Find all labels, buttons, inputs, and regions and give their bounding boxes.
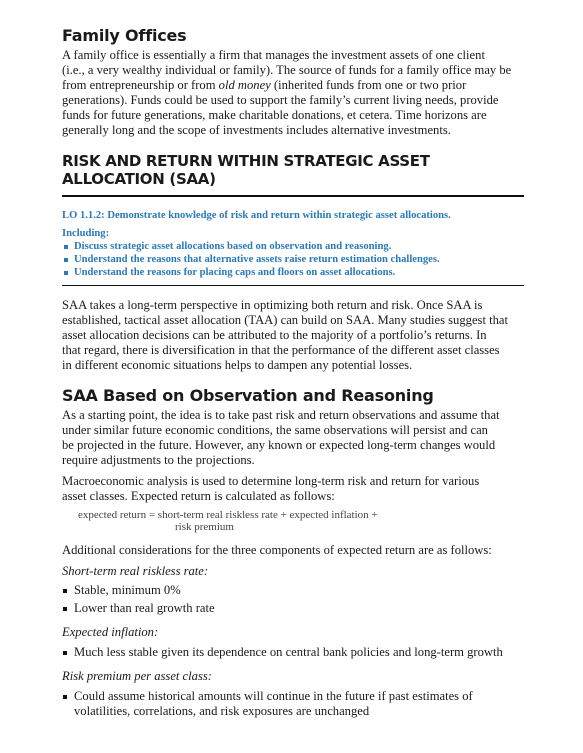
formula-line: risk premium bbox=[175, 521, 234, 533]
text-line: asset classes. Expected return is calculated as follows: bbox=[62, 489, 335, 503]
lo-list bbox=[62, 240, 524, 279]
family-offices-paragraph bbox=[62, 48, 524, 138]
page-content bbox=[62, 26, 524, 719]
lo-item: Discuss strategic asset allocations based on observation and reasoning. bbox=[62, 240, 524, 253]
lo-title: LO 1.1.2: Demonstrate knowledge of risk and return within strategic asset allocations. bbox=[62, 210, 451, 221]
text-line: established, tactical asset allocation (TAA) can build on SAA. Many studies suggest that bbox=[62, 313, 508, 327]
text-line: be projected in the future. However, any known or expected long-term changes would bbox=[62, 438, 496, 452]
risk-premium-list bbox=[62, 689, 524, 719]
list-item: Stable, minimum 0% bbox=[62, 583, 524, 598]
observation-paragraph-3: Additional considerations for the three components of expected return are as follows: bbox=[62, 543, 492, 557]
text-line: As a starting point, the idea is to take past risk and return observations and assume that bbox=[62, 408, 500, 422]
lo-including: Including: bbox=[62, 228, 110, 239]
observation-heading: SAA Based on Observation and Reasoning bbox=[62, 386, 434, 405]
group-title-inflation: Expected inflation: bbox=[62, 625, 159, 639]
text-line: A family office is essentially a firm that manages the investment assets of one client bbox=[62, 48, 485, 62]
text-line: Macroeconomic analysis is used to determine long-term risk and return for various bbox=[62, 474, 480, 488]
lo-item: Understand the reasons for placing caps and floors on asset allocations. bbox=[62, 266, 524, 279]
saa-intro-paragraph bbox=[62, 298, 524, 373]
list-item: Could assume historical amounts will continue in the future if past estimates of volatilities, correlations, and risk exposures are unchanged bbox=[62, 689, 524, 719]
learning-objective-box bbox=[62, 209, 524, 286]
text-line: in different economic situations helps to dampen any potential losses. bbox=[62, 358, 413, 372]
text-line: under similar future economic conditions, the same observations will persist and can bbox=[62, 423, 488, 437]
inflation-list bbox=[62, 645, 524, 660]
riskless-list bbox=[62, 583, 524, 616]
saa-section-heading: RISK AND RETURN WITHIN STRATEGIC ASSET ALLOCATION (SAA) bbox=[62, 152, 524, 197]
text-line: generally long and the scope of investments includes alternative investments. bbox=[62, 123, 451, 137]
family-offices-heading: Family Offices bbox=[62, 26, 187, 45]
list-item: Lower than real growth rate bbox=[62, 601, 524, 616]
expected-return-formula bbox=[78, 509, 524, 533]
list-item: Much less stable given its dependence on central bank policies and long-term growth bbox=[62, 645, 524, 660]
text-line: funds for future generations, make charitable donations, et cetera. Time horizons are bbox=[62, 108, 487, 122]
old-money-term: old money bbox=[218, 78, 271, 92]
text-line: generations). Funds could be used to support the family’s current living needs, provide bbox=[62, 93, 499, 107]
text-line: asset allocation decisions can be attributed to the majority of a portfolio’s returns. In bbox=[62, 328, 487, 342]
observation-paragraph-1 bbox=[62, 408, 524, 468]
text-line: from entrepreneurship or from bbox=[62, 78, 219, 92]
formula-line: expected return = short-term real riskless rate + expected inflation + bbox=[78, 509, 378, 521]
lo-item: Understand the reasons that alternative assets raise return estimation challenges. bbox=[62, 253, 524, 266]
observation-paragraph-2 bbox=[62, 474, 524, 504]
text-line: SAA takes a long-term perspective in optimizing both return and risk. Once SAA is bbox=[62, 298, 483, 312]
text-line: require adjustments to the projections. bbox=[62, 453, 255, 467]
text-line: that regard, there is diversification in that the performance of the different asset classes bbox=[62, 343, 500, 357]
text-line: (inherited funds from one or two prior bbox=[270, 78, 467, 92]
group-title-riskless: Short-term real riskless rate: bbox=[62, 564, 209, 578]
text-line: (i.e., a very wealthy individual or family). The source of funds for a family office may be bbox=[62, 63, 512, 77]
group-title-risk-premium: Risk premium per asset class: bbox=[62, 669, 212, 683]
